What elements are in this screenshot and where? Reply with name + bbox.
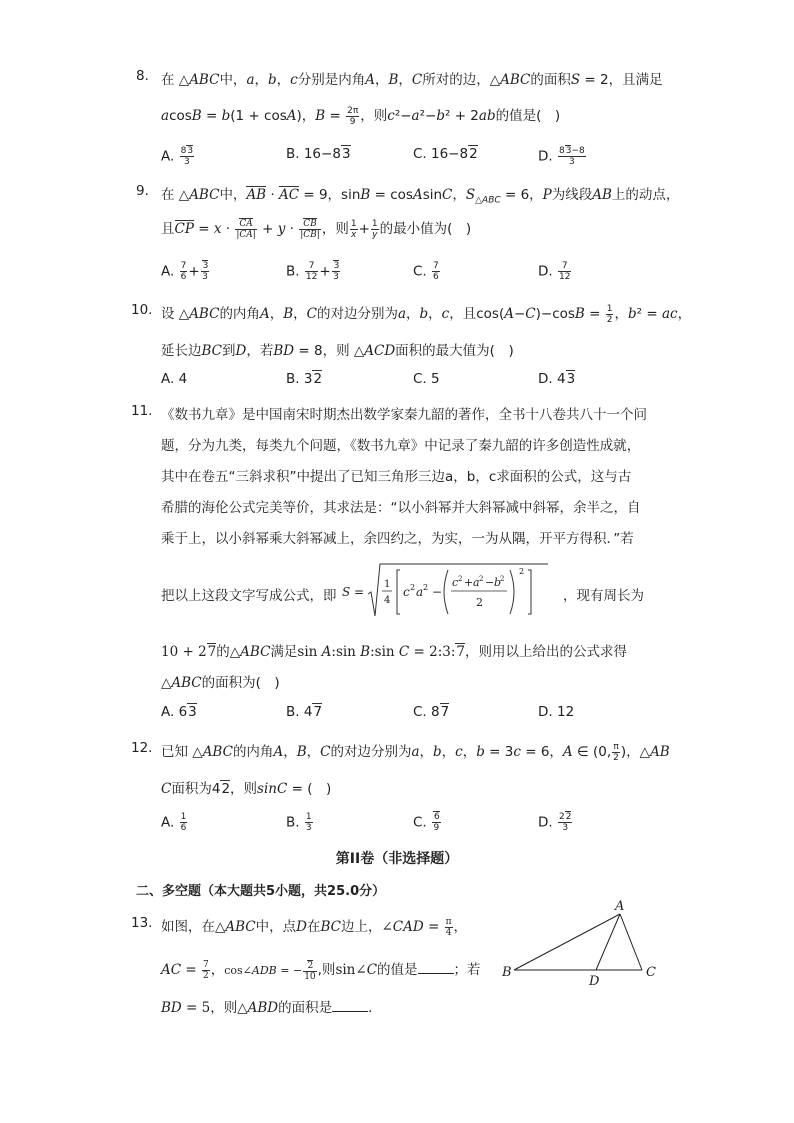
question-text-line: 设 △ABC的内角A，B，C的对边分别为a，b，c，且cos(A−C)−cosB = $\frac{1}{2}$ ，b² = ac， (161, 303, 692, 325)
svg-text:2: 2 (500, 575, 505, 583)
svg-text:2: 2 (458, 575, 463, 583)
svg-text:S: S (342, 585, 351, 599)
question-number: 10. (131, 302, 153, 318)
svg-text:2: 2 (479, 575, 484, 583)
option-b[interactable]: B. $\frac{1}{3}$ (286, 812, 312, 833)
question-number: 13. (131, 915, 153, 931)
svg-text:a: a (473, 576, 480, 589)
question-text-line: 10 + 27的△ABC满足sin A:sin B:sin C = 2:3:7，则用以上给出的公式求得 (161, 644, 627, 660)
question-number: 11. (131, 403, 153, 419)
question-text-line: 把以上这段文字写成公式，即 (161, 588, 337, 604)
question-text-line: 希腊的海伦公式完美等价，其求法是：“以小斜幂并大斜幂减中斜幂，余半之，自 (161, 500, 641, 516)
question-number: 12. (131, 740, 153, 756)
svg-text:2: 2 (519, 567, 525, 576)
option-d[interactable]: D. 12 (538, 704, 575, 720)
svg-text:c: c (452, 576, 459, 589)
heron-formula (340, 558, 560, 624)
option-c[interactable]: C. $\frac{6}{9}$ (413, 812, 440, 833)
question-text-line: 在 △ABC中，AB · AC = 9，sinB = cosAsinC，$S_{\triangle ABC} = 6$，P为线段AB上的动点， (161, 187, 680, 206)
answer-blank-1[interactable] (418, 973, 454, 974)
question-text-line: 题，分为九类，每类九个问题，《数书九章》中记录了秦九韶的许多创造性成就， (161, 438, 641, 454)
svg-text:−: − (485, 576, 495, 589)
option-a[interactable]: A. $\frac{83}{3}$ (161, 146, 194, 167)
option-d[interactable]: D. $\frac{7}{12}$ (538, 261, 571, 282)
question-text-line: 如图，在△ABC中，点D在BC边上，∠CAD = $\frac{\pi}{4}$ ， (161, 917, 468, 938)
question-number: 8. (136, 68, 149, 84)
svg-text:2: 2 (410, 583, 416, 592)
option-b[interactable]: B. 32 (286, 371, 323, 387)
svg-text:4: 4 (384, 595, 391, 606)
label-c: C (646, 965, 656, 980)
side-ab (514, 914, 620, 970)
option-b[interactable]: B. 47 (286, 704, 323, 720)
svg-text:1: 1 (384, 579, 391, 590)
option-a[interactable]: A. 4 (161, 371, 188, 387)
question-text-line: 其中在卷五“三斜求积”中提出了已知三角形三边a，b，c求面积的公式，这与古 (161, 469, 632, 485)
option-d[interactable]: D. 43 (538, 371, 576, 387)
svg-text:c: c (403, 585, 410, 599)
answer-blank-2[interactable] (332, 1011, 368, 1012)
question-text-line: AC = $\frac{7}{2}$ ，cos∠ADB = − $\frac{2}{10}$ ,则sin∠C的值是 ；若 (161, 960, 481, 982)
option-b[interactable]: B. $\frac{7}{12}$ + $\frac{3}{3}$ (286, 261, 340, 282)
option-a[interactable]: A. 63 (161, 704, 197, 720)
question-text-line: 已知 △ABC的内角A，B，C的对边分别为a，b，c，b = 3c = 6，A ∈ (0, $\frac{\pi}{2}$ )，△AB (161, 741, 670, 763)
option-c[interactable]: C. $\frac{7}{6}$ (413, 261, 439, 282)
svg-text:+: + (464, 576, 474, 589)
question-text-line: 且CP = x · $\frac{CA}{|CA|}$ + y · $\frac{CB}{|CB|}$ ，则 $\frac{1}{x}$ + $\frac{1}{y}$ 的最小值为( ) (161, 218, 472, 240)
option-a[interactable]: A. $\frac{7}{6}$ + $\frac{3}{3}$ (161, 261, 209, 282)
question-text-line: BD = 5，则△ABD的面积是 ． (161, 1000, 382, 1016)
question-number: 9. (136, 183, 149, 199)
question-text-line: △ABC的面积为( ) (161, 675, 280, 691)
svg-text:2: 2 (476, 596, 483, 609)
svg-text:a: a (416, 585, 424, 599)
side-ac (620, 914, 642, 970)
part-heading: 二、多空题（本大题共5小题，共25.0分） (136, 884, 386, 899)
question-text-line: 延长边BC到D，若BD = 8，则 △ACD面积的最大值为( ) (161, 343, 514, 359)
question-text-line: 《数书九章》是中国南宋时期杰出数学家秦九韶的著作，全书十八卷共八十一个问 (161, 407, 647, 423)
option-d[interactable]: D. $\frac{83-8}{3}$ (538, 146, 585, 167)
svg-text:2: 2 (423, 583, 429, 592)
label-b: B (502, 965, 512, 980)
question-text-line: 乘于上，以小斜幂乘大斜幂减上，余四约之，为实，一为从隅，开平方得积．”若 (161, 531, 634, 547)
svg-text:b: b (494, 576, 502, 589)
segment-ad (596, 914, 620, 970)
svg-text:=: = (354, 585, 365, 599)
svg-text:−: − (432, 585, 443, 599)
section-title: 第II卷（非选择题） (335, 851, 459, 867)
question-text-line: C面积为42，则sinC = ( ) (161, 781, 332, 797)
label-a: A (615, 899, 625, 914)
option-c[interactable]: C. 87 (413, 704, 450, 720)
option-a[interactable]: A. $\frac{1}{6}$ (161, 812, 187, 833)
option-c[interactable]: C. 16−82 (413, 146, 478, 162)
question-text-line: 在 △ABC中，a，b，c分别是内角A，B，C所对的边，△ABC的面积S = 2，且满足 (161, 72, 663, 88)
option-b[interactable]: B. 16−83 (286, 146, 351, 162)
label-d: D (589, 974, 600, 989)
option-d[interactable]: D. $\frac{22}{3}$ (538, 812, 572, 833)
option-c[interactable]: C. 5 (413, 371, 440, 387)
triangle-figure (496, 898, 666, 990)
question-text-line: acosB = b(1 + cosA)，B = $\frac{2\pi}{9}$ ，则c²−a²−b² + 2ab的值是( ) (161, 105, 561, 127)
question-text-line: ，现有周长为 (563, 588, 644, 604)
